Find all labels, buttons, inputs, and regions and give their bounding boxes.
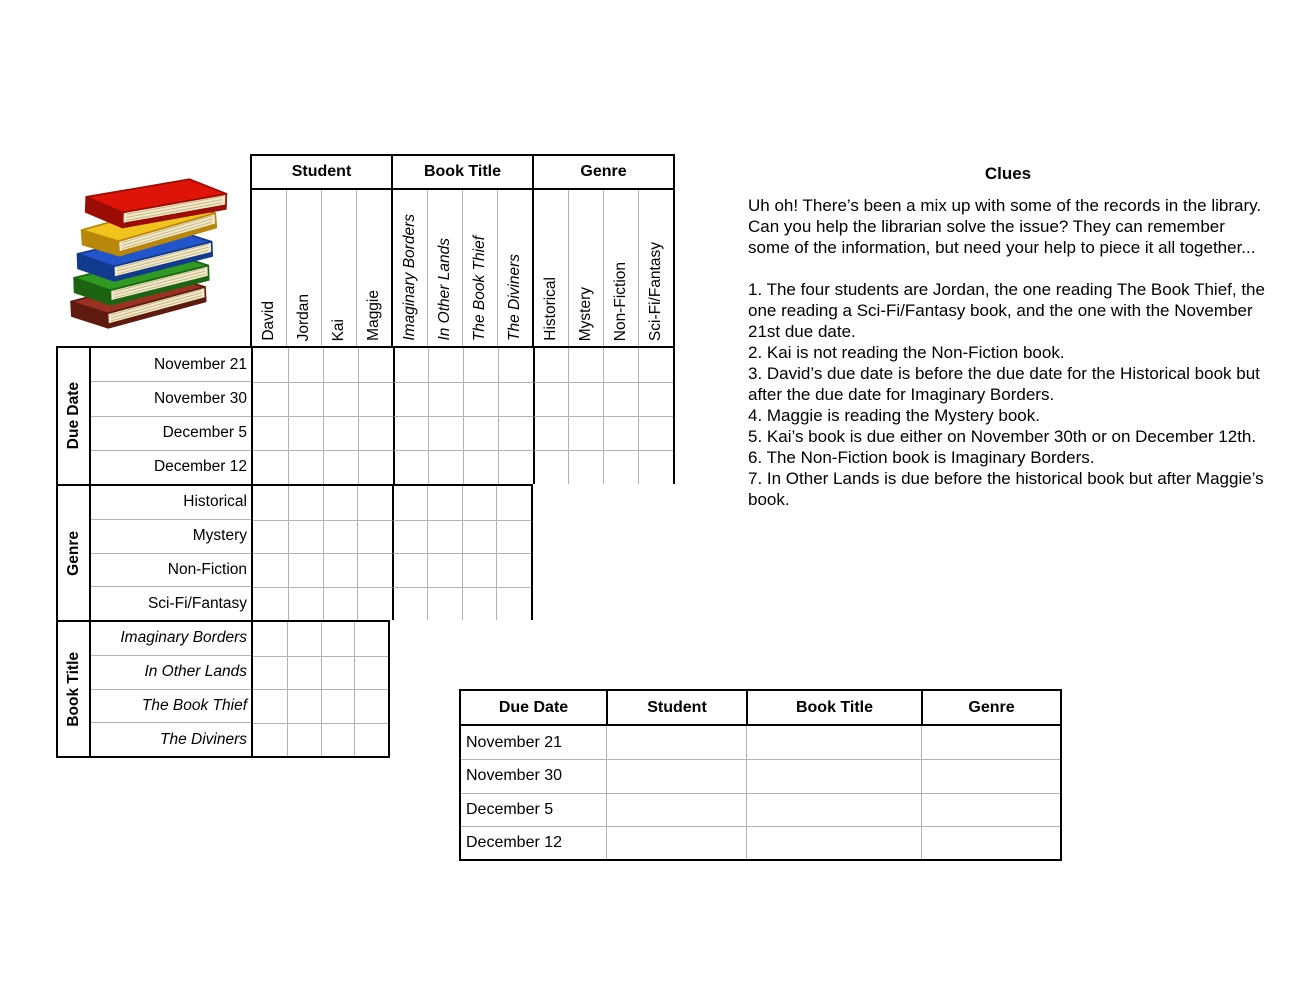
grid-cell — [428, 348, 463, 382]
grid-cell — [393, 450, 428, 484]
clues-title: Clues — [984, 164, 1032, 183]
row-labels-due-date — [91, 348, 251, 484]
grid-cell — [358, 450, 393, 484]
grid-cell — [392, 520, 427, 554]
answer-cell — [606, 726, 746, 759]
grid-cell — [323, 486, 358, 520]
grid-cell — [288, 587, 323, 621]
clue-5: 5. Kai’s book is due either on November 30th or on December 12th. — [748, 427, 1257, 446]
column-label-jordan: Jordan — [286, 190, 321, 348]
grid-cell — [638, 348, 673, 382]
row-label-the-book-thief: The Book Thief — [91, 689, 251, 723]
answer-row-date: December 5 — [461, 793, 606, 826]
grid-cell — [533, 348, 568, 382]
grid-cell — [253, 520, 288, 554]
grid-cell — [288, 416, 323, 450]
grid-cell — [496, 587, 531, 621]
grid-cell — [462, 553, 497, 587]
grid-cell — [253, 416, 288, 450]
grid-cell — [253, 553, 288, 587]
answer-header-book-title: Book Title — [746, 691, 921, 726]
grid-cell — [638, 450, 673, 484]
clue-3: 3. David’s due date is before the due date for the Historical book but after the due date for Imaginary Borders. — [748, 364, 1260, 404]
grid-cell — [354, 723, 388, 757]
grid-cell — [323, 553, 358, 587]
grid-cell — [498, 348, 533, 382]
column-label-in-other-lands: In Other Lands — [427, 190, 462, 348]
grid-cell — [357, 587, 392, 621]
grid-cell — [354, 622, 388, 656]
grid-cell — [427, 486, 462, 520]
row-label-november-30: November 30 — [91, 381, 251, 415]
grid-cell — [287, 656, 321, 690]
clue-4: 4. Maggie is reading the Mystery book. — [748, 406, 1040, 425]
answer-header-due-date: Due Date — [461, 691, 606, 726]
column-label-non-fiction: Non-Fiction — [603, 190, 638, 348]
grid-cell — [568, 450, 603, 484]
answer-row-date: December 12 — [461, 826, 606, 859]
grid-cell — [253, 450, 288, 484]
clues-section — [748, 163, 1268, 510]
grid-cell — [462, 587, 497, 621]
grid-cell — [498, 382, 533, 416]
cells-due-date — [251, 348, 673, 484]
grid-cell — [321, 723, 355, 757]
answer-cell — [921, 793, 1060, 826]
grid-cell — [287, 723, 321, 757]
grid-cell — [323, 520, 358, 554]
grid-cell — [358, 416, 393, 450]
grid-cell — [288, 450, 323, 484]
grid-cell — [323, 450, 358, 484]
grid-cell — [496, 486, 531, 520]
grid-cell — [253, 622, 287, 656]
row-group-label-due-date: Due Date — [58, 348, 91, 484]
grid-cell — [568, 416, 603, 450]
cells-genre — [251, 486, 531, 620]
row-block-due-date — [56, 346, 675, 484]
grid-cell — [392, 486, 427, 520]
puzzle-grid-column-group-header — [250, 154, 675, 190]
row-label-december-5: December 5 — [91, 416, 251, 450]
books-stack-illustration — [70, 170, 230, 338]
grid-cell — [253, 382, 288, 416]
answer-table — [459, 689, 1062, 861]
clues-list — [748, 279, 1268, 510]
grid-cell — [568, 348, 603, 382]
grid-cell — [323, 348, 358, 382]
row-group-label-genre: Genre — [58, 486, 91, 620]
column-group-genre: Genre — [532, 156, 673, 188]
answer-cell — [746, 826, 921, 859]
row-label-sci-fi-fantasy: Sci-Fi/Fantasy — [91, 586, 251, 620]
grid-cell — [253, 486, 288, 520]
answer-cell — [921, 826, 1060, 859]
grid-cell — [253, 656, 287, 690]
grid-cell — [323, 416, 358, 450]
grid-cell — [288, 520, 323, 554]
row-label-the-diviners: The Diviners — [91, 722, 251, 756]
grid-cell — [603, 348, 638, 382]
grid-cell — [288, 382, 323, 416]
row-block-genre — [56, 484, 533, 620]
grid-cell — [253, 348, 288, 382]
grid-cell — [392, 587, 427, 621]
grid-cell — [568, 382, 603, 416]
grid-cell — [323, 587, 358, 621]
grid-cell — [427, 587, 462, 621]
grid-cell — [427, 520, 462, 554]
grid-cell — [354, 689, 388, 723]
column-label-the-book-thief: The Book Thief — [462, 190, 497, 348]
grid-cell — [498, 416, 533, 450]
row-labels-genre — [91, 486, 251, 620]
answer-cell — [606, 793, 746, 826]
grid-cell — [253, 587, 288, 621]
row-label-in-other-lands: In Other Lands — [91, 655, 251, 689]
column-group-student: Student — [291, 163, 352, 180]
grid-cell — [393, 382, 428, 416]
grid-cell — [323, 382, 358, 416]
grid-cell — [603, 450, 638, 484]
row-block-book-title — [56, 620, 390, 758]
answer-cell — [746, 726, 921, 759]
puzzle-grid-column-labels — [250, 190, 675, 348]
grid-cell — [357, 520, 392, 554]
row-label-mystery: Mystery — [91, 519, 251, 553]
grid-cell — [393, 416, 428, 450]
grid-cell — [498, 450, 533, 484]
grid-cell — [393, 348, 428, 382]
grid-cell — [638, 382, 673, 416]
grid-cell — [253, 723, 287, 757]
grid-cell — [603, 382, 638, 416]
grid-cell — [287, 689, 321, 723]
row-label-december-12: December 12 — [91, 450, 251, 484]
column-group-book-title: Book Title — [391, 156, 532, 188]
row-label-non-fiction: Non-Fiction — [91, 553, 251, 587]
answer-row-date: November 21 — [466, 733, 563, 751]
row-label-historical: Historical — [183, 493, 247, 511]
column-label-mystery: Mystery — [568, 190, 603, 348]
grid-cell — [288, 486, 323, 520]
cells-book-title — [251, 622, 388, 756]
grid-cell — [462, 486, 497, 520]
grid-cell — [428, 416, 463, 450]
answer-row-date: November 30 — [461, 759, 606, 792]
grid-cell — [288, 553, 323, 587]
column-label-david: David — [260, 301, 278, 341]
row-label-imaginary-borders: Imaginary Borders — [120, 629, 247, 647]
column-label-the-diviners: The Diviners — [497, 190, 532, 348]
answer-header-genre: Genre — [921, 691, 1060, 726]
grid-cell — [463, 382, 498, 416]
answer-cell — [606, 826, 746, 859]
column-label-kai: Kai — [321, 190, 356, 348]
grid-cell — [392, 553, 427, 587]
grid-cell — [638, 416, 673, 450]
column-label-historical: Historical — [532, 190, 568, 348]
grid-cell — [357, 553, 392, 587]
grid-cell — [253, 689, 287, 723]
column-label-maggie: Maggie — [356, 190, 391, 348]
grid-cell — [428, 450, 463, 484]
clue-2: 2. Kai is not reading the Non-Fiction book. — [748, 343, 1065, 362]
grid-cell — [354, 656, 388, 690]
grid-cell — [358, 348, 393, 382]
column-label-sci-fi-fantasy: Sci-Fi/Fantasy — [638, 190, 673, 348]
grid-cell — [533, 416, 568, 450]
answer-header-student: Student — [606, 691, 746, 726]
grid-cell — [287, 622, 321, 656]
grid-cell — [462, 520, 497, 554]
answer-cell — [921, 759, 1060, 792]
grid-cell — [603, 416, 638, 450]
grid-cell — [463, 450, 498, 484]
answer-cell — [606, 759, 746, 792]
answer-cell — [746, 759, 921, 792]
grid-cell — [321, 656, 355, 690]
grid-cell — [496, 520, 531, 554]
grid-cell — [357, 486, 392, 520]
column-label-imaginary-borders: Imaginary Borders — [391, 190, 427, 348]
grid-cell — [321, 689, 355, 723]
clue-1: 1. The four students are Jordan, the one reading The Book Thief, the one reading a Sci-Fi/Fantasy book, and the one with the November 21st due date. — [748, 280, 1265, 341]
row-label-november-21: November 21 — [153, 355, 247, 373]
answer-cell — [921, 726, 1060, 759]
grid-cell — [463, 416, 498, 450]
grid-cell — [321, 622, 355, 656]
grid-cell — [427, 553, 462, 587]
row-group-label-book-title: Book Title — [58, 622, 91, 756]
grid-cell — [428, 382, 463, 416]
grid-cell — [463, 348, 498, 382]
grid-cell — [288, 348, 323, 382]
clue-6: 6. The Non-Fiction book is Imaginary Borders. — [748, 448, 1095, 467]
answer-cell — [746, 793, 921, 826]
grid-cell — [533, 382, 568, 416]
clues-intro: Uh oh! There’s been a mix up with some of the records in the library. Can you help the librarian solve the issue? They can remember some of the information, but need your help to piece it all together... — [748, 196, 1262, 257]
row-labels-book-title — [91, 622, 251, 756]
grid-cell — [496, 553, 531, 587]
grid-cell — [533, 450, 568, 484]
clue-7: 7. In Other Lands is due before the historical book but after Maggie’s book. — [748, 469, 1264, 509]
grid-cell — [358, 382, 393, 416]
